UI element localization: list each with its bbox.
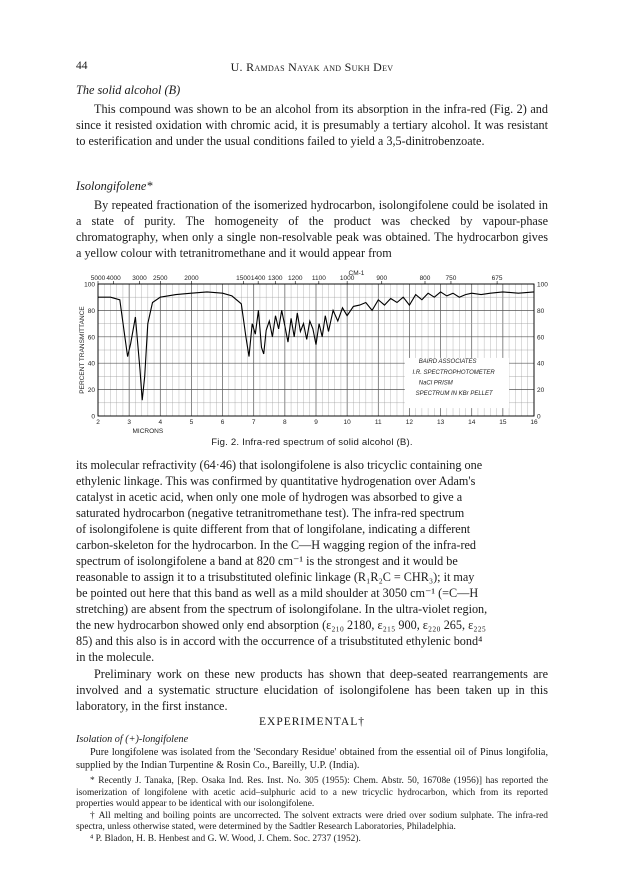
text-line: catalyst in acetic acid, when only one mole of hydrogen was absorbed to give a <box>76 490 463 504</box>
text-line: carbon-skeleton for the hydrocarbon. In the C—H wagging region of the infra-red <box>76 538 477 552</box>
instrument-annotation: NaCl PRISM <box>418 380 453 387</box>
text-line: the new hydrocarbon showed only end absorption (ε₂₁₀ 2180, ε₂₁₅ 900, ε₂₂₀ 265, ε₂₂₅ <box>76 618 486 632</box>
top-tick-label: 1100 <box>311 275 326 282</box>
top-tick-label: 1000 <box>339 275 355 282</box>
y-tick-label: 60 <box>87 334 95 342</box>
figure-caption: Fig. 2. Infra-red spectrum of solid alcohol (B). <box>211 437 413 448</box>
page-number: 44 <box>76 60 88 72</box>
paragraph <box>76 457 548 665</box>
top-tick-label: 3000 <box>132 275 147 282</box>
ir-spectrum-chart <box>76 268 548 436</box>
footnote-star: * Recently J. Tanaka, [Rep. Osaka Ind. Res. Inst. No. 305 (1955): Chem. Abstr. 50, 16708e (1956)] has reported the isomerization of longifolene with acetic acid–sulphuric acid to a new tricyclic hydrocarbon, which from its reported properties would appear to be identical with our isolongifolene. <box>76 776 548 809</box>
y-tick-label-right: 80 <box>537 307 545 315</box>
top-tick-label: 2000 <box>184 275 199 282</box>
footnote-4: ⁴ P. Bladon, H. B. Henbest and G. W. Wood, J. Chem. Soc. 2737 (1952). <box>90 833 361 844</box>
right-axis <box>537 282 548 421</box>
x-tick-label: 14 <box>468 419 476 426</box>
x-tick-label: 6 <box>220 419 225 426</box>
y-tick-label: 80 <box>87 307 95 315</box>
x-tick-label: 5 <box>189 419 194 426</box>
x-tick-label: 4 <box>158 419 163 426</box>
text-line: reasonable to assign it to a trisubstituted olefinic linkage (R₁R₂C = CHR₃); it may <box>76 570 475 584</box>
y-tick-label-right: 100 <box>537 281 548 289</box>
x-tick-label: 9 <box>314 419 318 426</box>
y-axis-label: PERCENT TRANSMITTANCE <box>79 306 86 394</box>
text-line: its molecular refractivity (64·46) that isolongifolene is also tricyclic containing one <box>76 458 483 472</box>
running-title: U. Ramdas Nayak and Sukh Dev <box>230 60 394 74</box>
section-isolongifolene <box>76 178 548 261</box>
experimental-paragraph: Pure longifolene was isolated from the 'Secondary Residue' obtained from the essential oil of Pinus longifolia, supplied by the Indian Turpentine & Rosin Co., Bareilly, U.P. (India). <box>76 747 548 771</box>
x-tick-label: 3 <box>127 419 131 426</box>
top-tick-label: 1200 <box>288 275 303 282</box>
instrument-annotation: I.R. SPECTROPHOTOMETER <box>412 369 495 376</box>
y-tick-label: 0 <box>91 413 95 421</box>
instrument-annotation: SPECTRUM IN KBr PELLET <box>415 390 493 397</box>
y-tick-label: 20 <box>87 387 95 395</box>
y-tick-label: 40 <box>87 360 95 368</box>
paragraph: By repeated fractionation of the isomerized hydrocarbon, isolongifolene could be isolated in a state of purity. The homogeneity of the product was checked by vapour-phase chromatography, when only a single non-resolvable peak was obtained. The hydrocarbon gives a yellow colour with tetranitromethane and it would appear from <box>76 198 548 260</box>
text-line: spectrum of isolongifolene a band at 820 cm⁻¹ is the strongest and it would be <box>76 554 458 568</box>
experimental-section <box>76 733 548 772</box>
top-tick-label: 1300 <box>268 275 283 282</box>
y-tick-label-right: 20 <box>537 387 545 395</box>
x-tick-label: 8 <box>283 419 287 426</box>
paragraph: This compound was shown to be an alcohol from its absorption in the infra-red (Fig. 2) and since it resisted oxidation with chromic acid, it is presumably a tertiary alcohol. It was resistant to esterification and under the usual conditions failed to yield a 3,5-dinitrobenzoate. <box>76 102 548 148</box>
top-tick-label: 750 <box>445 275 457 282</box>
text-line: stretching) are absent from the spectrum of isolongifolane. In the ultra-violet region, <box>76 602 488 616</box>
section-heading: The solid alcohol (B) <box>76 83 181 97</box>
instrument-annotation: BAIRD ASSOCIATES <box>418 359 477 366</box>
footnote-dagger: † All melting and boiling points are uncorrected. The solvent extracts were dried over sodium sulphate. The infra-red spectra, unless otherwise stated, were determined by the Sadtler Research Laboratories, Philadelphia. <box>76 810 548 832</box>
experimental-heading: EXPERIMENTAL† <box>259 716 365 728</box>
section-solid-alcohol <box>76 82 548 149</box>
x-tick-label: 12 <box>405 419 414 426</box>
top-tick-label: 5000 <box>90 275 106 282</box>
text-line: ethylenic linkage. This was confirmed by quantitative hydrogenation over Adam's <box>76 474 476 488</box>
top-tick-label: 4000 <box>106 275 121 282</box>
top-tick-label: 2500 <box>153 275 168 282</box>
x-axis-label: MICRONS <box>132 428 164 435</box>
x-tick-label: 13 <box>436 419 445 426</box>
y-tick-label-right: 60 <box>537 334 545 342</box>
text-line: of isolongifolene is quite different from that of longifolane, indicating a different <box>76 522 471 536</box>
text-line: be pointed out here that this band as well as a mild shoulder at 3050 cm⁻¹ (=C—H <box>76 586 479 600</box>
paragraph-preliminary: Preliminary work on these new products has shown that deep-seated rearrangements are involved and a systematic structure elucidation of isolongifolene has been taken up in this laboratory, in the first instance. <box>76 667 548 713</box>
x-tick-label: 16 <box>530 419 538 426</box>
y-tick-label-right: 0 <box>537 413 541 421</box>
x-tick-label: 15 <box>499 419 507 426</box>
x-tick-label: 10 <box>343 419 351 426</box>
top-tick-label: 675 <box>491 275 503 282</box>
top-axis <box>91 275 503 284</box>
y-tick-label-right: 40 <box>537 360 545 368</box>
x-tick-label: 11 <box>374 419 382 426</box>
text-line: in the molecule. <box>76 650 155 664</box>
x-tick-label: 7 <box>251 419 256 426</box>
x-tick-label: 2 <box>96 419 100 426</box>
bottom-axis <box>96 419 538 426</box>
experimental-subheading: Isolation of (+)-longifolene <box>76 734 189 745</box>
top-tick-label: 900 <box>376 275 388 282</box>
top-tick-label: 800 <box>419 275 431 282</box>
top-tick-label: 1500 <box>236 275 251 282</box>
text-line: 85) and this also is in accord with the occurrence of a trisubstituted ethylenic bond⁴ <box>76 634 483 648</box>
y-tick-label: 100 <box>84 281 95 289</box>
top-axis-label: CM-1 <box>348 270 365 277</box>
footnotes <box>76 776 548 845</box>
top-tick-label: 1400 <box>250 275 266 282</box>
section-discussion <box>76 457 548 714</box>
section-heading: Isolongifolene* <box>76 179 153 193</box>
text-line: saturated hydrocarbon (negative tetranitromethane test). The infra-red spectrum <box>76 506 465 520</box>
running-header <box>76 60 548 76</box>
